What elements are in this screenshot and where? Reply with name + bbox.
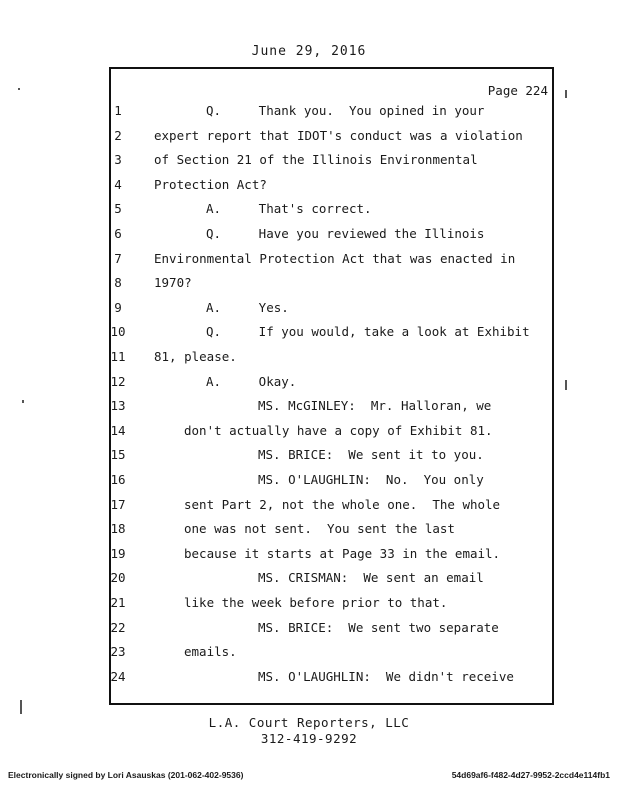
scan-speck bbox=[565, 90, 567, 98]
line-text: like the week before prior to that. bbox=[184, 595, 448, 610]
transcript-line bbox=[0, 275, 618, 295]
line-text: A. Yes. bbox=[206, 299, 289, 315]
line-number: 22 bbox=[110, 619, 126, 635]
line-number: 4 bbox=[114, 176, 122, 192]
line-number: 17 bbox=[110, 496, 126, 512]
transcript-line bbox=[0, 374, 618, 394]
page-number-label: Page 224 bbox=[487, 83, 548, 98]
line-text: MS. BRICE: We sent it to you. bbox=[258, 447, 484, 463]
line-text: A. That's correct. bbox=[206, 201, 372, 217]
electronic-signature-note: Electronically signed by Lori Asauskas (201-062-402-9536) bbox=[8, 770, 244, 780]
transcript-line bbox=[0, 251, 618, 271]
transcript-line bbox=[0, 546, 618, 566]
line-number: 10 bbox=[110, 324, 126, 340]
line-text: of Section 21 of the Illinois Environmental bbox=[154, 152, 478, 168]
transcript-line bbox=[0, 521, 618, 541]
transcript-line bbox=[0, 349, 618, 369]
line-number: 15 bbox=[110, 447, 126, 463]
line-text: Environmental Protection Act that was enacted in bbox=[154, 250, 516, 266]
reporter-phone: 312-419-9292 bbox=[260, 731, 358, 746]
scan-speck bbox=[18, 88, 20, 90]
transcript-line bbox=[0, 447, 618, 467]
line-number: 20 bbox=[110, 570, 126, 586]
transcript-line bbox=[0, 128, 618, 148]
line-text: Q. Have you reviewed the Illinois bbox=[206, 226, 485, 241]
line-number: 18 bbox=[110, 521, 126, 537]
transcript-line bbox=[0, 669, 618, 689]
transcript-line bbox=[0, 324, 618, 344]
line-text: MS. BRICE: We sent two separate bbox=[258, 619, 499, 635]
transcript-line bbox=[0, 152, 618, 172]
line-text: Protection Act? bbox=[154, 176, 267, 192]
transcript-line bbox=[0, 177, 618, 197]
transcript-line bbox=[0, 300, 618, 320]
line-number: 6 bbox=[114, 226, 122, 241]
line-number: 2 bbox=[114, 127, 122, 143]
reporter-firm: L.A. Court Reporters, LLC bbox=[208, 715, 410, 730]
line-number: 21 bbox=[110, 595, 126, 610]
line-text: MS. CRISMAN: We sent an email bbox=[258, 570, 484, 586]
line-number: 8 bbox=[114, 275, 122, 291]
line-number: 23 bbox=[110, 644, 126, 660]
line-number: 3 bbox=[114, 152, 122, 168]
line-text: Q. Thank you. You opined in your bbox=[206, 103, 485, 118]
line-number: 1 bbox=[114, 103, 122, 118]
line-text: Q. If you would, take a look at Exhibit bbox=[206, 324, 530, 340]
line-text: expert report that IDOT's conduct was a violation bbox=[154, 127, 523, 143]
transcript-line bbox=[0, 201, 618, 221]
line-number: 14 bbox=[110, 422, 126, 438]
scan-speck bbox=[20, 700, 22, 714]
line-text: 81, please. bbox=[154, 349, 237, 364]
transcript-line bbox=[0, 103, 618, 123]
line-text: MS. O'LAUGHLIN: We didn't receive bbox=[258, 668, 514, 684]
line-number: 7 bbox=[114, 250, 122, 266]
line-text: one was not sent. You sent the last bbox=[184, 521, 455, 537]
line-text: MS. O'LAUGHLIN: No. You only bbox=[258, 472, 484, 487]
transcript-line bbox=[0, 423, 618, 443]
line-number: 13 bbox=[110, 398, 126, 414]
transcript-line bbox=[0, 595, 618, 615]
transcript-line bbox=[0, 620, 618, 640]
line-number: 19 bbox=[110, 545, 126, 561]
transcript-line bbox=[0, 398, 618, 418]
line-number: 11 bbox=[110, 349, 126, 364]
line-text: emails. bbox=[184, 644, 237, 660]
line-number: 9 bbox=[114, 299, 122, 315]
transcript-line bbox=[0, 497, 618, 517]
transcript-line bbox=[0, 644, 618, 664]
transcript-line bbox=[0, 226, 618, 246]
line-text: don't actually have a copy of Exhibit 81. bbox=[184, 422, 493, 438]
line-text: A. Okay. bbox=[206, 373, 297, 389]
line-text: because it starts at Page 33 in the email. bbox=[184, 545, 501, 561]
line-text: sent Part 2, not the whole one. The whole bbox=[184, 496, 501, 512]
line-number: 5 bbox=[114, 201, 122, 217]
transcript-line bbox=[0, 472, 618, 492]
line-number: 12 bbox=[110, 373, 126, 389]
scan-speck bbox=[565, 380, 567, 390]
transcript-line bbox=[0, 570, 618, 590]
line-number: 16 bbox=[110, 472, 126, 487]
transcript-date: June 29, 2016 bbox=[251, 44, 367, 59]
document-id: 54d69af6-f482-4d27-9952-2ccd4e114fb1 bbox=[451, 770, 610, 780]
line-number: 24 bbox=[110, 668, 126, 684]
line-text: 1970? bbox=[154, 275, 192, 291]
line-text: MS. McGINLEY: Mr. Halloran, we bbox=[258, 398, 492, 414]
scan-speck bbox=[22, 400, 24, 403]
